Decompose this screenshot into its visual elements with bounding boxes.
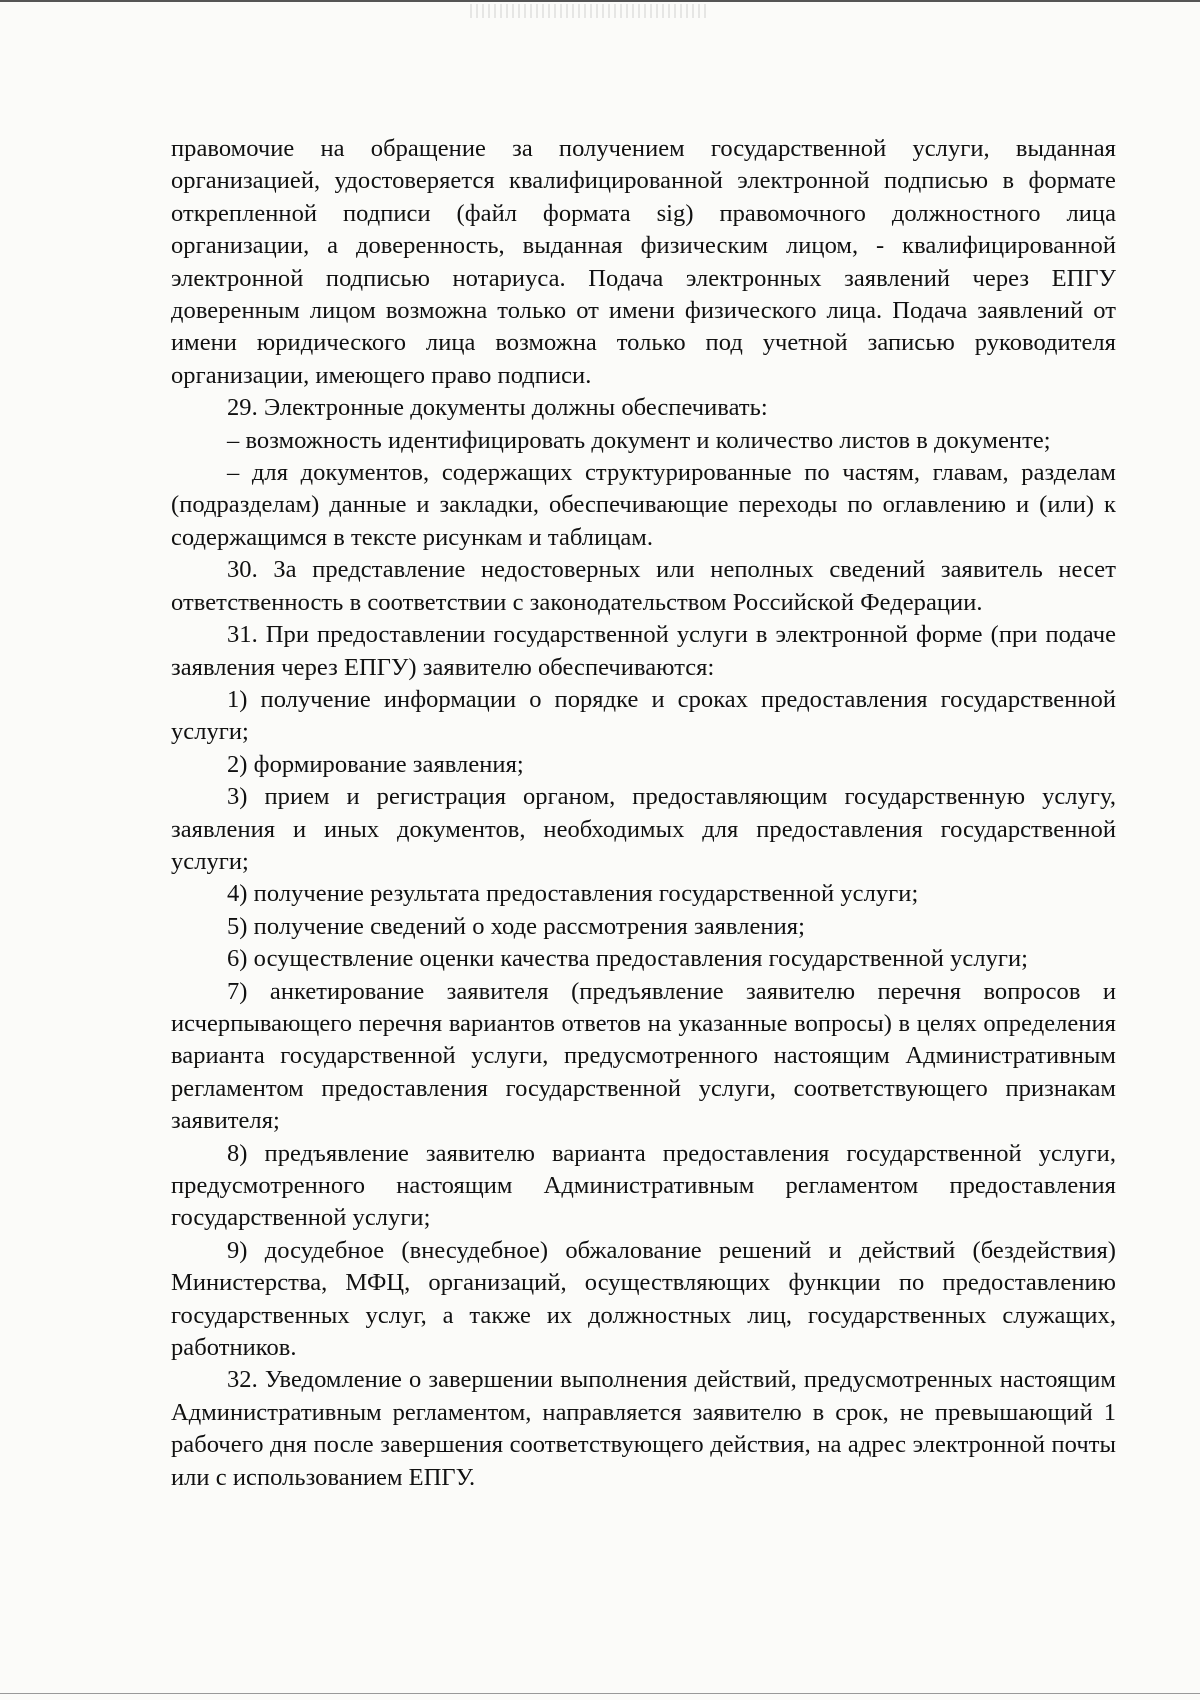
- list-item-6: 6) осуществление оценки качества предоставления государственной услуги;: [227, 945, 1029, 973]
- list-item-1: 1) получение информации о порядке и сроках предоставления государственной услуги;: [171, 685, 1116, 746]
- list-item-9: 9) досудебное (внесудебное) обжалование решений и действий (бездействия) Министерства, МФЦ, организаций, осуществляющих функции по предоставлению государственных услуг, а также их должностных лиц, государственных служащих, работников.: [171, 1236, 1116, 1362]
- list-item-8: 8) предъявление заявителю варианта предоставления государственной услуги, предусмотренного настоящим Административным регламентом предоставления государственной услуги;: [171, 1139, 1116, 1232]
- paragraph-item-32: 32. Уведомление о завершении выполнения действий, предусмотренных настоящим Административным регламентом, направляется заявителю в срок, не превышающий 1 рабочего дня после завершения соответствующего действия, на адрес электронной почты или с использованием ЕПГУ.: [171, 1366, 1116, 1491]
- list-item-4: 4) получение результата предоставления государственной услуги;: [227, 880, 919, 908]
- list-item-3: 3) прием и регистрация органом, предоставляющим государственную услугу, заявления и иных документов, необходимых для предоставления государственной услуги;: [171, 783, 1116, 875]
- scan-artifact: [470, 4, 710, 18]
- page-bottom-edge: [0, 1693, 1200, 1694]
- page-top-edge: [0, 0, 1200, 2]
- paragraph-item-30: 30. За представление недостоверных или неполных сведений заявитель несет ответственность в соответствии с законодательством Российской Федерации.: [171, 556, 1116, 616]
- paragraph-continuation: правомочие на обращение за получением государственной услуги, выданная организацией, удостоверяется квалифицированной электронной подписью в формате открепленной подписи (файл формата sig) правомочного должностного лица организации, а доверенность, выданная физическим лицом, - квалифицированной электронной подписью нотариуса. Подача электронных заявлений через ЕПГУ доверенным лицом возможна только от имени физического лица. Подача заявлений от имени юридического лица возможна только под учетной записью руководителя организации, имеющего право подписи.: [171, 135, 1116, 389]
- paragraph-item-29: 29. Электронные документы должны обеспечивать:: [227, 394, 768, 422]
- list-item-2: 2) формирование заявления;: [227, 750, 524, 778]
- list-item-7: 7) анкетирование заявителя (предъявление заявителю перечня вопросов и исчерпывающего перечня вариантов ответов на указанные вопросы) в целях определения варианта государственной услуги, предусмотренного настоящим Административным регламентом предоставления государственной услуги, соответствующего признакам заявителя;: [171, 977, 1116, 1135]
- list-item-dash-2: – для документов, содержащих структурированные по частям, главам, разделам (подразделам) данные и закладки, обеспечивающие переходы по оглавлению и (или) к содержащимся в тексте рисункам и таблицам.: [171, 459, 1116, 551]
- list-item-dash-1: – возможность идентифицировать документ и количество листов в документе;: [227, 426, 1051, 454]
- document-body: [171, 133, 1116, 1494]
- list-item-5: 5) получение сведений о ходе рассмотрения заявления;: [227, 912, 805, 940]
- paragraph-item-31: 31. При предоставлении государственной услуги в электронной форме (при подаче заявления через ЕПГУ) заявителю обеспечиваются:: [171, 621, 1116, 681]
